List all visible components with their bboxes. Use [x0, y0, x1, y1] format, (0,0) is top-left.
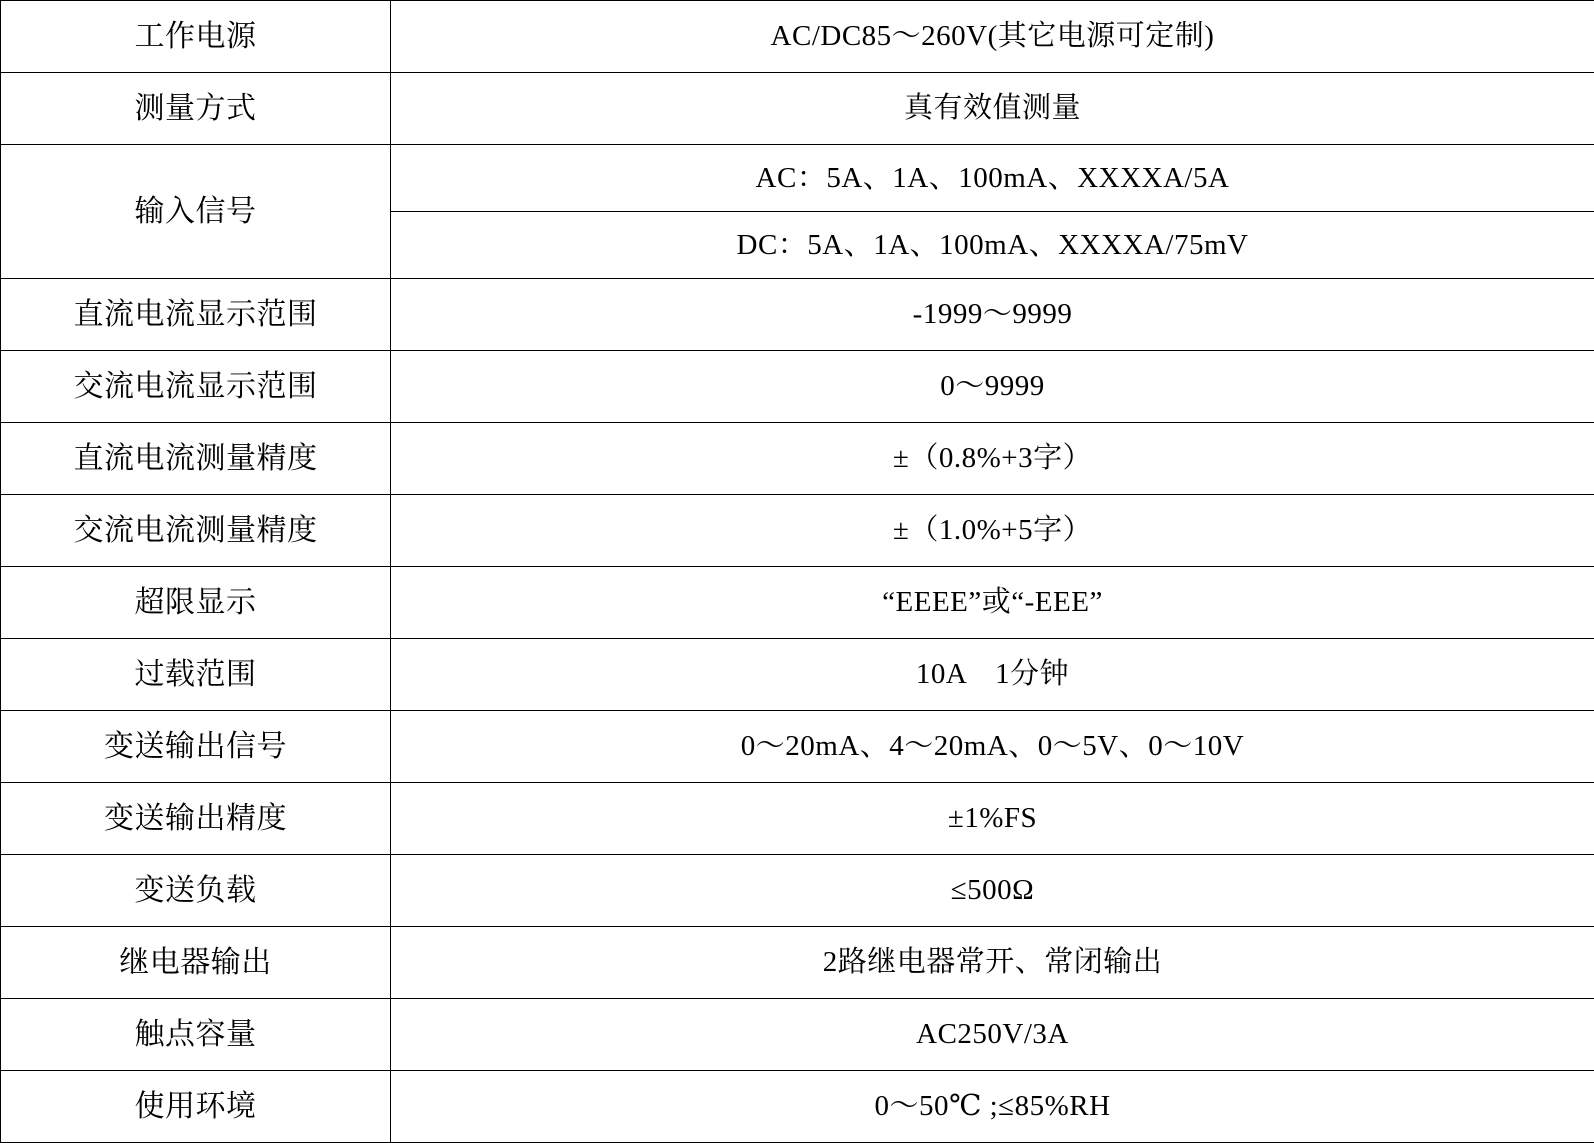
row-label: 工作电源	[1, 1, 391, 73]
row-label: 直流电流显示范围	[1, 279, 391, 351]
row-value: AC250V/3A	[391, 999, 1594, 1071]
row-label: 变送输出信号	[1, 711, 391, 783]
table-row	[1, 927, 1594, 999]
table-row	[1, 639, 1594, 711]
row-value: ±（1.0%+5字）	[391, 495, 1594, 567]
table-row	[1, 423, 1594, 495]
row-value: ≤500Ω	[391, 855, 1594, 927]
row-label: 使用环境	[1, 1071, 391, 1143]
row-label: 交流电流显示范围	[1, 351, 391, 423]
table-row	[1, 73, 1594, 145]
table-row	[1, 711, 1594, 783]
row-value: 0～50℃ ;≤85%RH	[391, 1071, 1594, 1143]
table-row	[1, 999, 1594, 1071]
table-row	[1, 495, 1594, 567]
table-row	[1, 783, 1594, 855]
row-label: 直流电流测量精度	[1, 423, 391, 495]
row-label: 过载范围	[1, 639, 391, 711]
table-row	[1, 855, 1594, 927]
row-value: 10A 1分钟	[391, 639, 1594, 711]
table-row	[1, 1071, 1594, 1143]
table-row	[1, 567, 1594, 639]
row-value: DC：5A、1A、100mA、XXXXA/75mV	[391, 212, 1594, 279]
row-value: “EEEE”或“-EEE”	[391, 567, 1594, 639]
table-body	[1, 1, 1594, 1143]
row-label: 交流电流测量精度	[1, 495, 391, 567]
row-value: ±1%FS	[391, 783, 1594, 855]
row-value: 2路继电器常开、常闭输出	[391, 927, 1594, 999]
row-label: 超限显示	[1, 567, 391, 639]
row-value: 0～9999	[391, 351, 1594, 423]
row-label: 继电器输出	[1, 927, 391, 999]
row-label: 触点容量	[1, 999, 391, 1071]
table-row	[1, 351, 1594, 423]
row-label: 变送输出精度	[1, 783, 391, 855]
row-value: AC：5A、1A、100mA、XXXXA/5A	[391, 145, 1594, 212]
row-label: 输入信号	[1, 145, 391, 279]
table-row	[1, 279, 1594, 351]
row-value: 0～20mA、4～20mA、0～5V、0～10V	[391, 711, 1594, 783]
row-value: -1999～9999	[391, 279, 1594, 351]
table-row	[1, 1, 1594, 73]
row-value: ±（0.8%+3字）	[391, 423, 1594, 495]
row-label: 测量方式	[1, 73, 391, 145]
row-value: AC/DC85～260V(其它电源可定制)	[391, 1, 1594, 73]
table-row	[1, 145, 1594, 212]
row-value: 真有效值测量	[391, 73, 1594, 145]
row-label: 变送负载	[1, 855, 391, 927]
